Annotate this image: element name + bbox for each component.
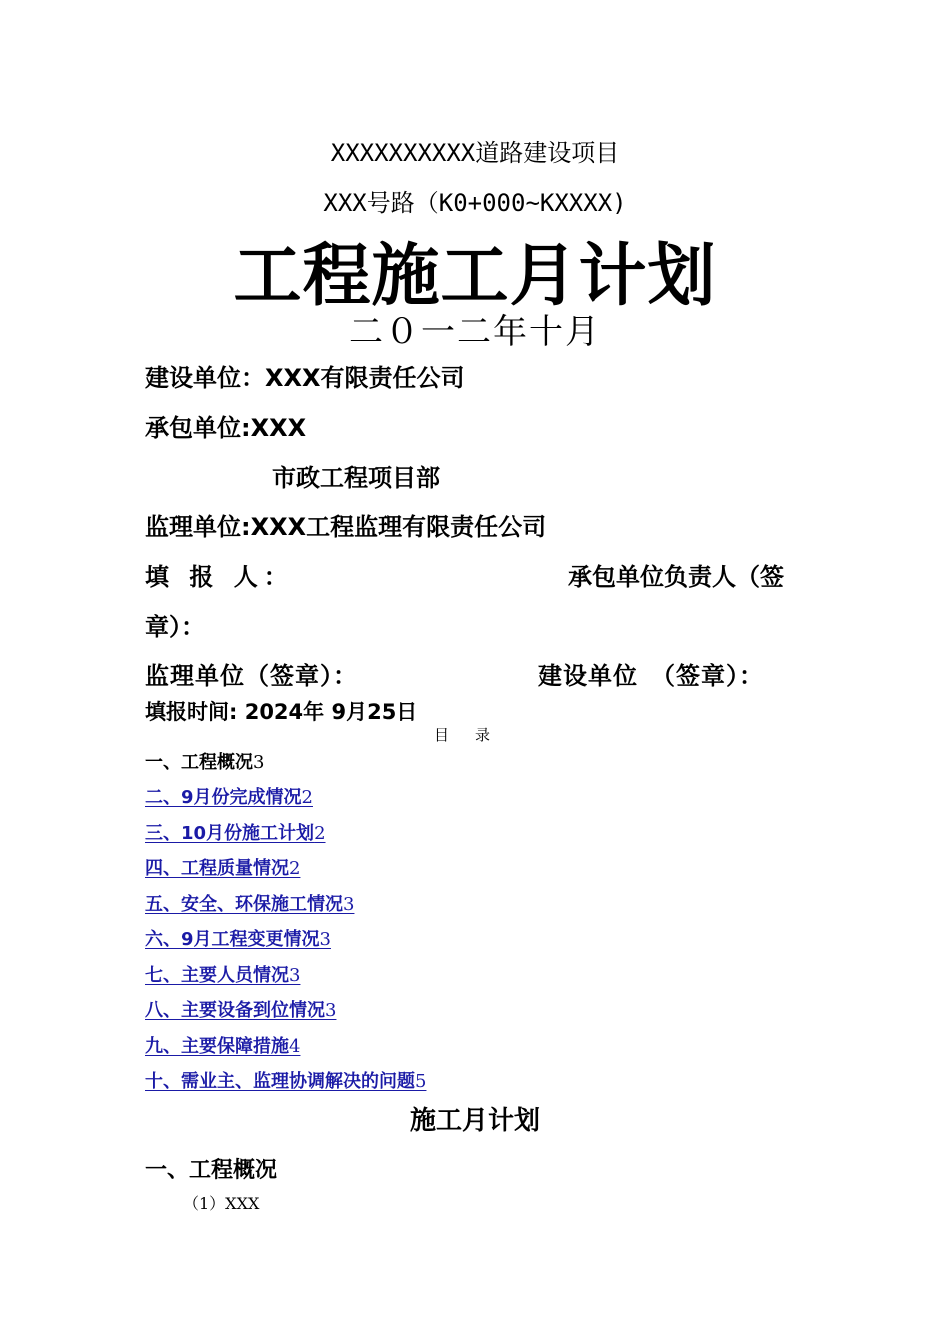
supervisor-unit: 监理单位:XXX工程监理有限责任公司: [145, 513, 547, 541]
toc-link[interactable]: [145, 890, 354, 916]
toc-item-label: 二、9月份完成情况: [145, 787, 302, 808]
toc-item-label: 六、9月工程变更情况: [145, 929, 320, 950]
toc-item-label: 七、主要人员情况: [145, 965, 289, 986]
toc-item-label: 四、工程质量情况: [145, 858, 289, 879]
toc-link[interactable]: [145, 783, 313, 809]
owner-sign-label: 建设单位 （签章）：: [538, 662, 764, 690]
toc-item-page: 2: [289, 858, 301, 879]
document-title: 工程施工月计划: [233, 237, 717, 316]
toc-link[interactable]: [145, 925, 331, 951]
contractor-unit: 承包单位:XXX: [145, 414, 307, 442]
toc-item-page: 4: [289, 1036, 301, 1057]
toc-item-page: 3: [325, 1000, 337, 1021]
toc-item-label: 一、工程概况: [145, 752, 253, 773]
toc-item-label: 十、需业主、监理协调解决的问题: [145, 1071, 415, 1092]
toc-title: 目录: [433, 726, 516, 744]
toc-item-page: 3: [319, 929, 331, 950]
toc-item-page: 2: [301, 787, 313, 808]
toc-item-label: 九、主要保障措施: [145, 1036, 289, 1057]
toc-link[interactable]: [145, 854, 300, 880]
toc-item-page: 5: [415, 1071, 427, 1092]
contractor-sign-label-cont: 章）：: [145, 613, 205, 641]
section-title: 施工月计划: [409, 1106, 540, 1136]
toc-item-page: 3: [289, 965, 301, 986]
toc-item[interactable]: [145, 748, 264, 774]
road-section: XXX号路（K0+000~KXXXX): [323, 189, 627, 217]
contractor-department: 市政工程项目部: [272, 464, 440, 492]
toc-link[interactable]: [145, 819, 326, 845]
toc-item-page: 3: [343, 894, 355, 915]
toc-item-label: 五、安全、环保施工情况: [145, 894, 343, 915]
section-heading: 一、工程概况: [145, 1158, 278, 1183]
toc-link[interactable]: [145, 1032, 300, 1058]
document-date: 二０一二年十月: [349, 312, 601, 352]
toc-link[interactable]: [145, 961, 300, 987]
toc-link[interactable]: [145, 1067, 426, 1093]
section-paragraph: （1）XXX: [183, 1194, 260, 1213]
reporter-label: 填 报 人：: [145, 563, 294, 591]
toc-item-page: 2: [314, 823, 326, 844]
report-time: 填报时间: 2024年 9月25日: [145, 700, 418, 724]
project-name: XXXXXXXXXX道路建设项目: [330, 139, 620, 167]
contractor-sign-label: 承包单位负责人（签: [568, 563, 784, 591]
supervisor-sign-label: 监理单位（签章）：: [145, 662, 358, 690]
toc-item-label: 八、主要设备到位情况: [145, 1000, 325, 1021]
toc-item-page: 3: [253, 752, 265, 773]
toc-item-label: 三、10月份施工计划: [145, 823, 315, 844]
owner-unit: 建设单位：XXX有限责任公司: [145, 364, 465, 392]
toc-link[interactable]: [145, 996, 336, 1022]
